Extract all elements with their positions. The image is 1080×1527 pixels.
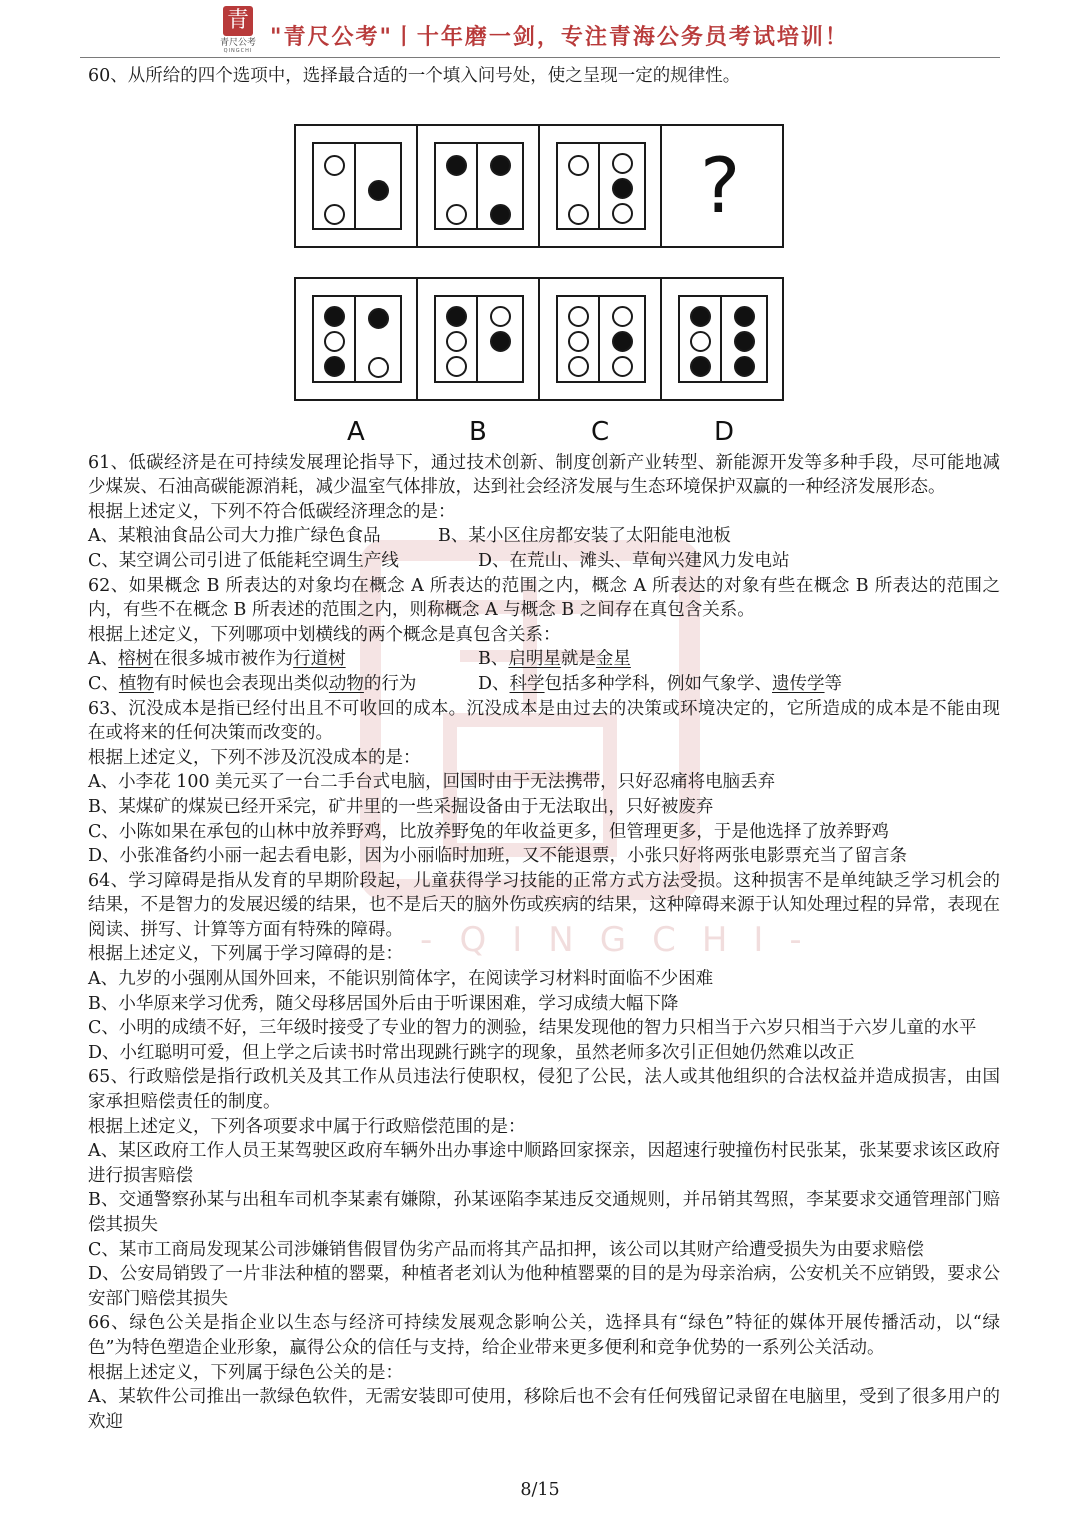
q61-option-c[interactable]: C、某空调公司引进了低能耗空调生产线 bbox=[88, 550, 399, 571]
q61-options-ab bbox=[88, 524, 1000, 549]
q62-options-ab bbox=[88, 647, 1000, 672]
option-text: 的行为 bbox=[363, 673, 417, 694]
hollow-dot bbox=[324, 204, 345, 225]
option-label-c: C bbox=[591, 416, 610, 447]
q62-option-b[interactable] bbox=[478, 647, 631, 672]
hollow-dot bbox=[324, 331, 345, 352]
option-panel-d[interactable] bbox=[660, 277, 784, 401]
filled-dot bbox=[490, 331, 511, 352]
page-number: 8/15 bbox=[520, 1480, 560, 1500]
option-prefix: C、 bbox=[88, 673, 119, 694]
q64-prompt: 根据上述定义，下列属于学习障碍的是： bbox=[88, 944, 403, 965]
q66-stem: 66、绿色公关是指企业以生态与经济可持续发展观念影响公关，选择具有“绿色”特征的媒体开展传播活动，以“绿色”为特色塑造企业形象，赢得公众的信任与支持，给企业带来更多便利和竞争优势的一系列公关活动。 bbox=[88, 1313, 1000, 1358]
underlined-concept: 行道树 bbox=[293, 649, 346, 670]
option-prefix: D、 bbox=[478, 673, 510, 694]
q65-stem: 65、行政赔偿是指行政机关及其工作从员违法行使职权，侵犯了公民，法人或其他组织的合法权益并造成损害，由国家承担赔偿责任的制度。 bbox=[88, 1067, 1000, 1113]
filled-dot bbox=[324, 356, 345, 377]
hollow-dot bbox=[612, 153, 633, 174]
logo-seal-icon: 青 bbox=[223, 6, 253, 36]
filled-dot bbox=[734, 356, 755, 377]
option-label-d: D bbox=[714, 416, 735, 447]
question-panel-4 bbox=[660, 124, 784, 248]
watermark-text: -QINGCHI- bbox=[420, 920, 828, 960]
q63-option-b[interactable]: B、某煤矿的煤炭已经开采完，矿井里的一些采掘设备由于无法取出，只好被废弃 bbox=[88, 796, 714, 817]
filled-dot bbox=[368, 180, 389, 201]
underlined-concept: 动物 bbox=[328, 673, 364, 694]
q61-prompt: 根据上述定义，下列不符合低碳经济理念的是： bbox=[88, 501, 456, 522]
q65-option-d[interactable]: D、公安局销毁了一片非法种植的罂粟，种植者老刘认为他种植罂粟的目的是为母亲治病，公安机关不应销毁，要求公安部门赔偿其损失 bbox=[88, 1264, 1000, 1309]
q65-option-b[interactable]: B、交通警察孙某与出租车司机李某素有嫌隙，孙某诬陷李某违反交通规则，并吊销其驾照，李某要求交通管理部门赔偿其损失 bbox=[88, 1190, 1000, 1235]
page-header bbox=[80, 0, 1000, 58]
q63-prompt: 根据上述定义，下列不涉及沉没成本的是： bbox=[88, 747, 421, 768]
hollow-dot bbox=[490, 306, 511, 327]
q63-option-d[interactable]: D、小张准备约小丽一起去看电影，因为小丽临时加班，又不能退票，小张只好将两张电影票充当了留言条 bbox=[88, 846, 908, 867]
q65-option-c[interactable]: C、某市工商局发现某公司涉嫌销售假冒伪劣产品而将其产品扣押，该公司以其财产给遭受损失为由要求赔偿 bbox=[88, 1239, 924, 1260]
q66-option-a[interactable]: A、某软件公司推出一款绿色软件，无需安装即可使用，移除后也不会有任何残留记录留在电脑里，受到了很多用户的欢迎 bbox=[88, 1387, 1000, 1432]
qingchi-logo bbox=[218, 6, 258, 52]
option-panel-a[interactable] bbox=[294, 277, 418, 401]
filled-dot bbox=[734, 331, 755, 352]
filled-dot bbox=[490, 204, 511, 225]
q62-prompt: 根据上述定义，下列哪项中划横线的两个概念是真包含关系： bbox=[88, 624, 561, 645]
question-panel-3 bbox=[538, 124, 662, 248]
header-slogan: "青尺公考"丨十年磨一剑，专注青海公务员考试培训！ bbox=[270, 24, 849, 50]
q62-stem: 62、如果概念 B 所表达的对象均在概念 A 所表达的范围之内，概念 A 所表达的对象有些在概念 B 所表达的范围之内，有些不在概念 B 所表述的范围之内，则称概念 A 与概念 B 之间存在真包含关系。 bbox=[88, 575, 1000, 621]
q64-option-a[interactable]: A、九岁的小强刚从国外回来，不能识别简体字，在阅读学习材料时面临不少困难 bbox=[88, 969, 714, 990]
filled-dot bbox=[446, 155, 467, 176]
q63-option-c[interactable]: C、小陈如果在承包的山林中放养野鸡，比放养野兔的年收益更多，但管理更多，于是他选择了放养野鸡 bbox=[88, 821, 889, 842]
underlined-concept: 科学 bbox=[509, 673, 545, 694]
q62-options-cd bbox=[88, 672, 1000, 697]
option-prefix: A、 bbox=[88, 649, 119, 670]
hollow-dot bbox=[612, 356, 633, 377]
q65-prompt: 根据上述定义，下列各项要求中属于行政赔偿范围的是： bbox=[88, 1116, 526, 1137]
option-panel-c[interactable] bbox=[538, 277, 662, 401]
hollow-dot bbox=[568, 331, 589, 352]
hollow-dot bbox=[612, 306, 633, 327]
filled-dot bbox=[612, 331, 633, 352]
underlined-concept: 植物 bbox=[118, 673, 154, 694]
question-panel-1 bbox=[294, 124, 418, 248]
q61-option-a[interactable]: A、某粮油食品公司大力推广绿色食品 bbox=[88, 526, 381, 547]
option-text: 包括多种学科，例如气象学、 bbox=[544, 673, 773, 694]
q62-option-d[interactable] bbox=[478, 672, 842, 697]
filled-dot bbox=[690, 356, 711, 377]
q64-option-d[interactable]: D、小红聪明可爱，但上学之后读书时常出现跳行跳字的现象，虽然老师多次引正但她仍然难以改正 bbox=[88, 1042, 855, 1063]
option-text: 有时候也会表现出类似 bbox=[153, 673, 329, 694]
filled-dot bbox=[446, 306, 467, 327]
filled-dot bbox=[324, 306, 345, 327]
hollow-dot bbox=[568, 155, 589, 176]
option-label-b: B bbox=[469, 416, 487, 447]
underlined-concept: 启明星 bbox=[508, 649, 561, 670]
hollow-dot bbox=[368, 357, 389, 378]
option-text: 就是 bbox=[560, 649, 596, 670]
option-prefix: B、 bbox=[478, 649, 509, 670]
option-text: 在很多城市被作为 bbox=[153, 649, 294, 670]
q61-option-d[interactable]: D、在荒山、滩头、草甸兴建风力发电站 bbox=[478, 550, 790, 571]
logo-subtitle: QINGCHI bbox=[223, 48, 253, 54]
q64-stem: 64、学习障碍是指从发育的早期阶段起，儿童获得学习技能的正常方式方法受损。这种损害不是单纯缺乏学习机会的结果，不是智力的发展迟缓的结果，也不是后天的脑外伤或疾病的结果，这种障碍来源于认知处理过程的异常，表现在阅读、拼写、计算等方面有特殊的障碍。 bbox=[88, 870, 1000, 940]
filled-dot bbox=[690, 306, 711, 327]
option-label-a: A bbox=[347, 416, 365, 447]
hollow-dot bbox=[690, 331, 711, 352]
hollow-dot bbox=[612, 203, 633, 224]
option-text: 等 bbox=[824, 673, 843, 694]
hollow-dot bbox=[568, 204, 589, 225]
filled-dot bbox=[612, 178, 633, 199]
q66-prompt: 根据上述定义，下列属于绿色公关的是： bbox=[88, 1362, 403, 1383]
q65-option-a[interactable]: A、某区政府工作人员王某驾驶区政府车辆外出办事途中顺路回家探亲，因超速行驶撞伤村民张某，张某要求该区政府进行损害赔偿 bbox=[88, 1141, 1000, 1186]
page-content bbox=[88, 64, 1000, 1434]
q61-stem: 61、低碳经济是在可持续发展理论指导下，通过技术创新、制度创新产业转型、新能源开发等多种手段，尽可能地减少煤炭、石油高碳能源消耗，减少温室气体排放，达到社会经济发展与生态环境保护双赢的一种经济发展形态。 bbox=[88, 452, 1000, 498]
q60-figure bbox=[88, 99, 1000, 451]
underlined-concept: 榕树 bbox=[118, 649, 154, 670]
hollow-dot bbox=[446, 356, 467, 377]
underlined-concept: 遗传学 bbox=[772, 673, 825, 694]
logo-name: 青尺公考 bbox=[219, 38, 256, 48]
q64-option-b[interactable]: B、小华原来学习优秀，随父母移居国外后由于听课困难，学习成绩大幅下降 bbox=[88, 993, 679, 1014]
q63-option-a[interactable]: A、小李花 100 美元买了一台二手台式电脑，回国时由于无法携带，只好忍痛将电脑丢弃 bbox=[88, 772, 776, 793]
hollow-dot bbox=[446, 331, 467, 352]
q62-option-c[interactable] bbox=[88, 672, 478, 697]
filled-dot bbox=[490, 155, 511, 176]
option-panel-b[interactable] bbox=[416, 277, 540, 401]
hollow-dot bbox=[324, 155, 345, 176]
q62-option-a[interactable] bbox=[88, 647, 478, 672]
underlined-concept: 金星 bbox=[595, 649, 631, 670]
q60-stem: 60、从所给的四个选项中，选择最合适的一个填入问号处，使之呈现一定的规律性。 bbox=[88, 66, 741, 86]
filled-dot bbox=[368, 308, 389, 329]
hollow-dot bbox=[446, 204, 467, 225]
filled-dot bbox=[734, 306, 755, 327]
question-panel-2 bbox=[416, 124, 540, 248]
question-mark: ? bbox=[700, 140, 741, 230]
hollow-dot bbox=[568, 306, 589, 327]
q61-options-cd bbox=[88, 549, 1000, 574]
q61-option-b[interactable]: B、某小区住房都安装了太阳能电池板 bbox=[438, 526, 731, 547]
hollow-dot bbox=[568, 356, 589, 377]
q64-option-c[interactable]: C、小明的成绩不好，三年级时接受了专业的智力的测验，结果发现他的智力只相当于六岁只相当于六岁儿童的水平 bbox=[88, 1018, 977, 1039]
q63-stem: 63、沉没成本是指已经付出且不可收回的成本。沉没成本是由过去的决策或环境决定的，它所造成的成本是不能由现在或将来的任何决策而改变的。 bbox=[88, 698, 1000, 744]
